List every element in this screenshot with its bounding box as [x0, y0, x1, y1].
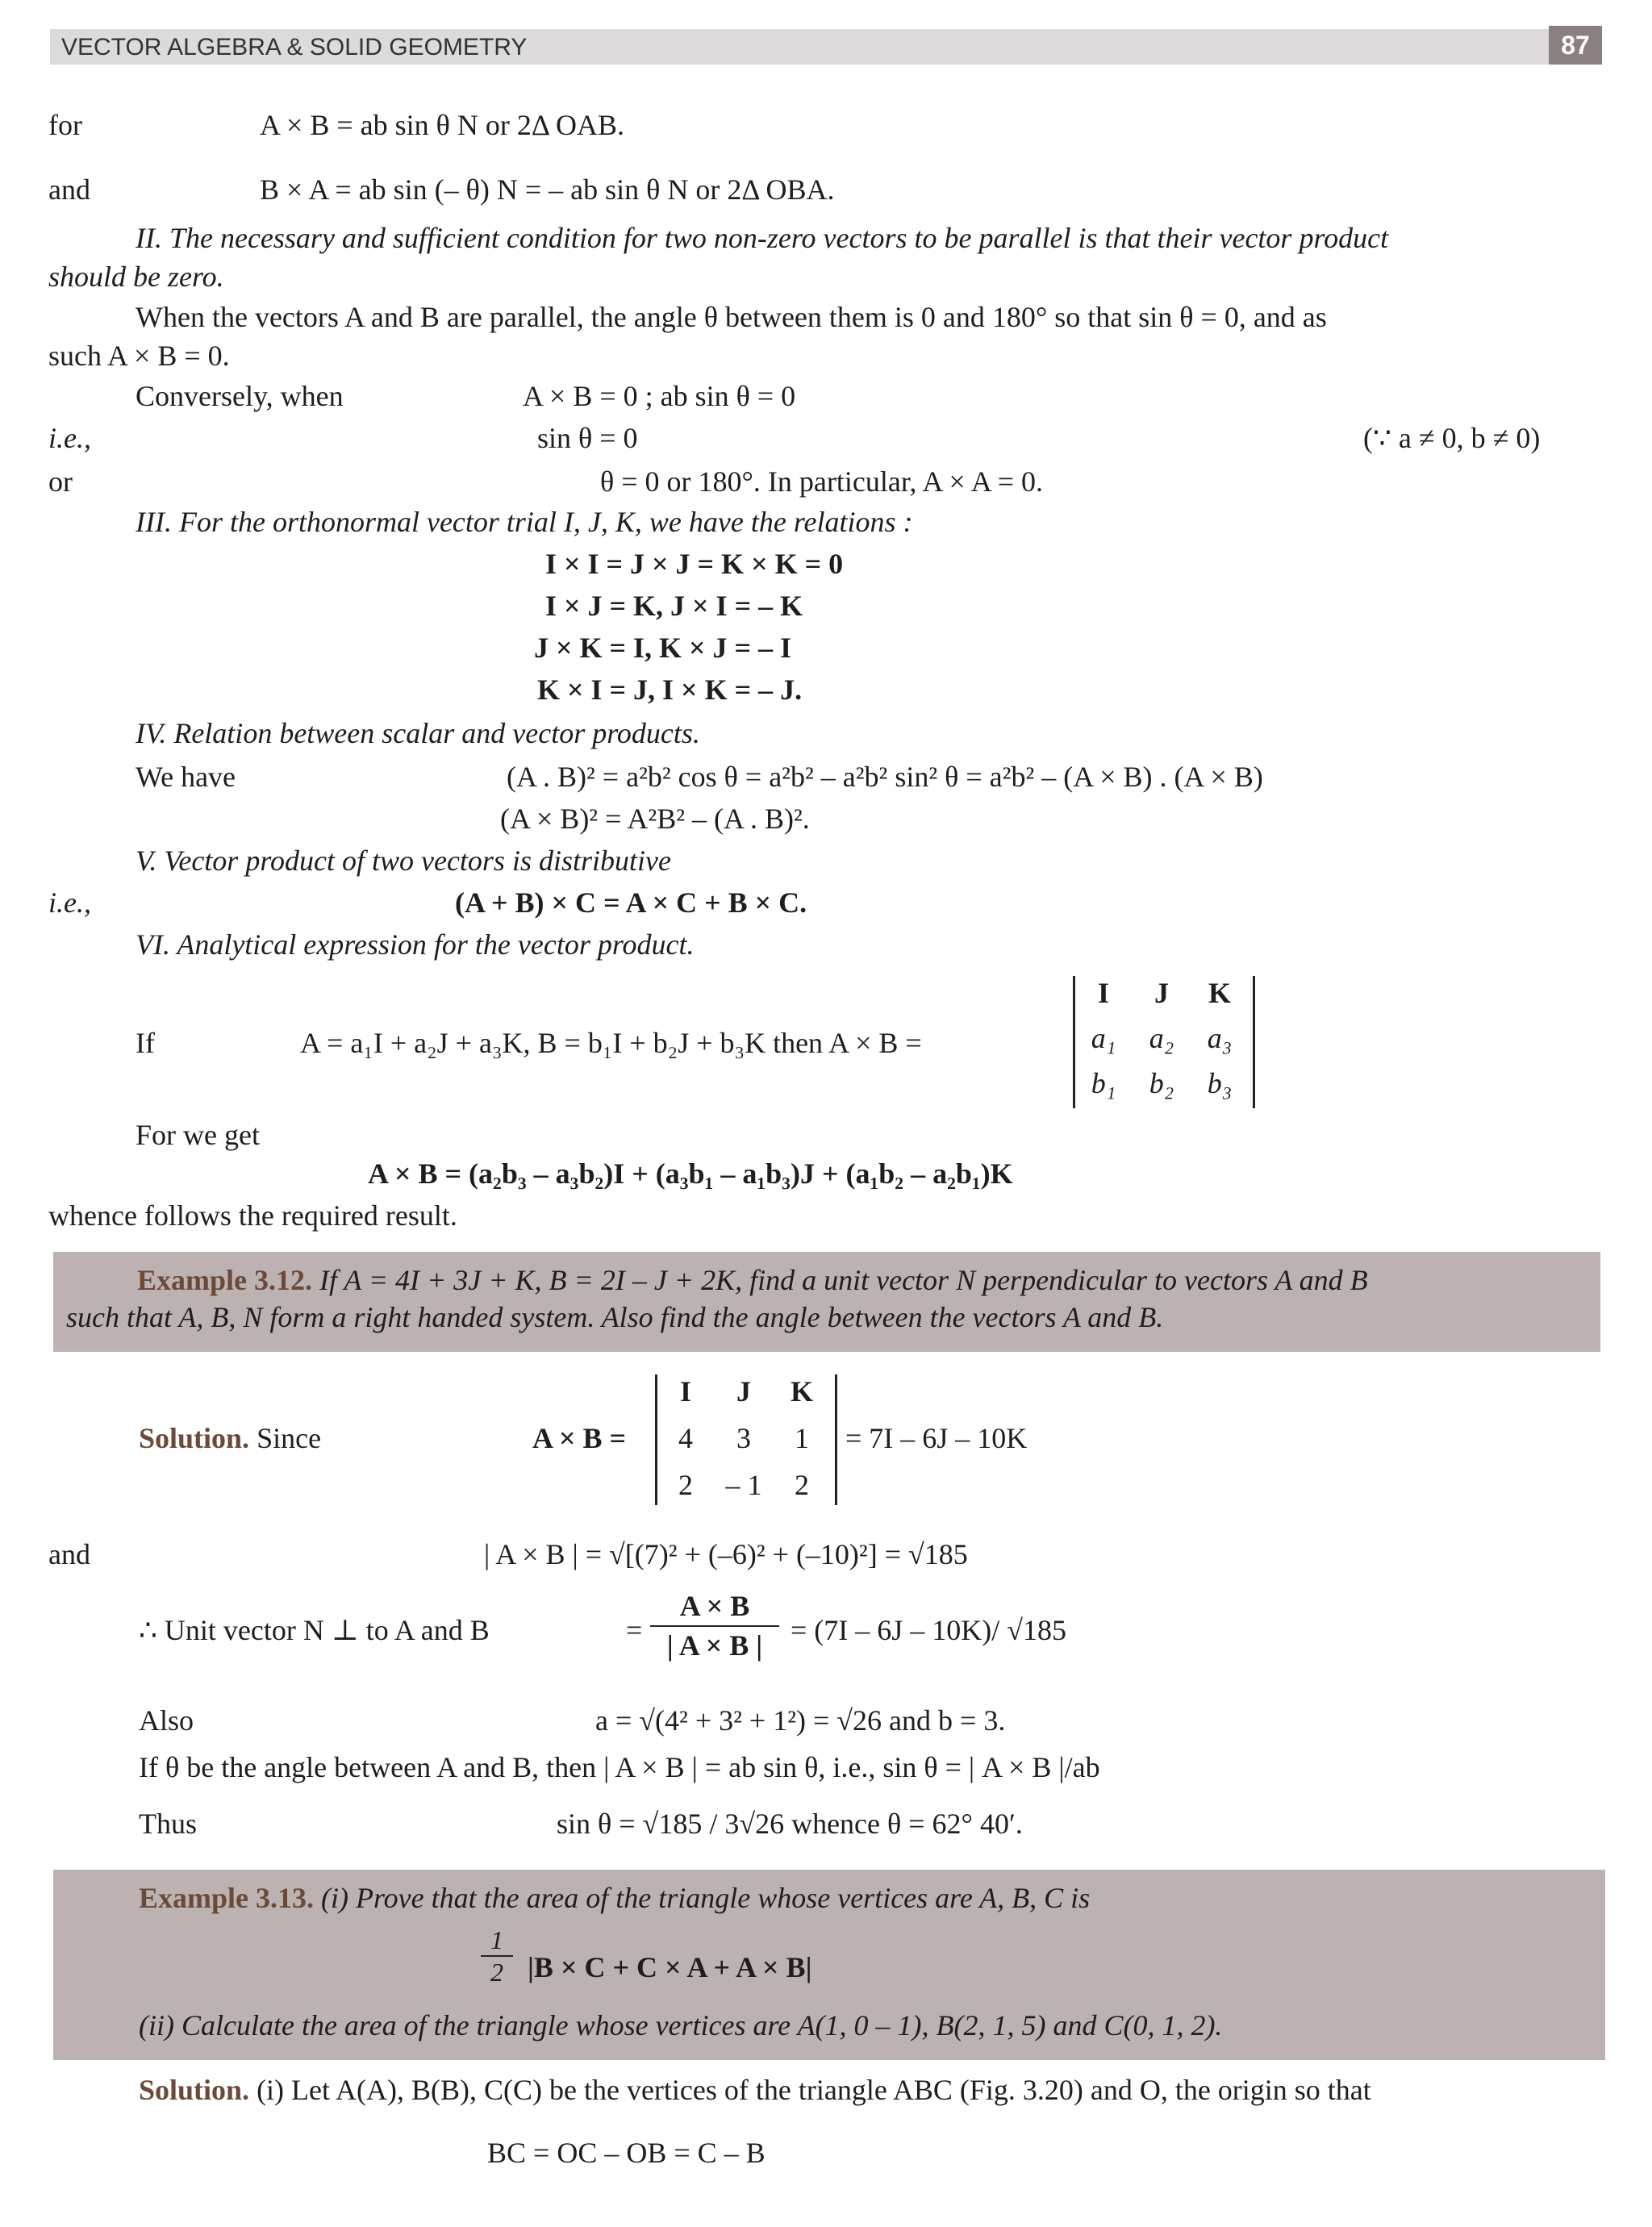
we-have-label: We have	[136, 761, 236, 793]
scalar-vector-equation-2: (A × B)² = A²B² – (A . B)².	[500, 803, 810, 835]
det-cell: I	[1097, 977, 1109, 1009]
ie-label-2: i.e.,	[48, 886, 91, 919]
cross-product-expansion: A × B = (a₂b₃ – a₃b₂)I + (a₃b₁ – a₁b₃)J + (a₁b₂ – a₂b₁)K	[368, 1157, 1013, 1190]
half-numerator: 1	[481, 1925, 513, 1957]
det-cell: – 1	[725, 1469, 762, 1501]
solution-3-13-line1	[139, 2073, 1371, 2108]
det-cell: K	[790, 1375, 813, 1408]
conversely-equation: A × B = 0 ; ab sin θ = 0	[523, 380, 796, 412]
half-denominator: 2	[490, 1958, 503, 1987]
modulus-equation: | A × B | = √[(7)² + (–6)² + (–10)²] = √185	[484, 1538, 968, 1570]
determinant-example	[655, 1374, 837, 1505]
paragraph-II-cont: should be zero.	[48, 261, 224, 293]
fraction-numerator: A × B	[650, 1589, 779, 1627]
and-label-2: and	[48, 1538, 90, 1570]
distributive-equation: (A + B) × C = A × C + B × C.	[455, 886, 807, 919]
relation-1: I × I = J × J = K × K = 0	[545, 548, 844, 580]
vector-bc-equation: BC = OC – OB = C – B	[487, 2137, 766, 2169]
example-3-12-text2: such that A, B, N form a right handed system. Also find the angle between the vectors A and B.	[66, 1301, 1164, 1333]
scalar-vector-equation: (A . B)² = a²b² cos θ = a²b² – a²b² sin² θ = a²b² – (A × B) . (A × B)	[507, 761, 1263, 793]
det-cell: a₁	[1091, 1022, 1116, 1054]
for-label: for	[48, 109, 82, 141]
since-text: Since	[257, 1422, 322, 1454]
if-label: If	[136, 1027, 155, 1059]
unit-vector-fraction	[650, 1589, 779, 1663]
and-label: and	[48, 173, 90, 206]
conversely-label: Conversely, when	[136, 380, 344, 412]
paragraph-V: V. Vector product of two vectors is distributive	[136, 845, 671, 877]
ie-label: i.e.,	[48, 422, 91, 454]
det-cell: b₃	[1207, 1067, 1233, 1099]
theta-equation: θ = 0 or 180°. In particular, A × A = 0.	[600, 465, 1044, 498]
and-equation: B × A = ab sin (– θ) N = – ab sin θ N or 2Δ OBA.	[260, 173, 835, 206]
nonzero-note: (∵ a ≠ 0, b ≠ 0)	[1363, 422, 1541, 454]
example-3-12-line1	[137, 1263, 1368, 1298]
example-3-13-text1: (i) Prove that the area of the triangle whose vertices are A, B, C is	[321, 1882, 1091, 1914]
paragraph-parallel: When the vectors A and B are parallel, the angle θ between them is 0 and 180° so that sin θ = 0, and as	[136, 301, 1327, 333]
det-cell: I	[679, 1375, 691, 1408]
solution-label-2: Solution.	[139, 2074, 250, 2106]
det-cell: 2	[795, 1469, 809, 1501]
area-expression: |B × C + C × A + A × B|	[528, 1951, 812, 1983]
for-we-get-label: For we get	[136, 1119, 260, 1151]
det-cell: K	[1208, 977, 1231, 1009]
example-3-12-text1: If A = 4I + 3J + K, B = 2I – J + 2K, find a unit vector N perpendicular to vectors A and B	[319, 1264, 1368, 1296]
running-header	[50, 29, 1602, 65]
for-equation: A × B = ab sin θ N or 2Δ OAB.	[260, 109, 625, 141]
sin-zero-equation: sin θ = 0	[537, 422, 638, 454]
solution-3-12-intro	[139, 1421, 321, 1456]
unit-vector-label: ∴ Unit vector N ⊥ to A and B	[139, 1614, 490, 1646]
solution-label: Solution.	[139, 1422, 250, 1454]
det-cell: 4	[678, 1422, 693, 1454]
unit-vector-result: = (7I – 6J – 10K)/ √185	[791, 1614, 1067, 1646]
det-cell: b₁	[1091, 1067, 1116, 1099]
also-label: Also	[139, 1704, 194, 1737]
paragraph-VI: VI. Analytical expression for the vector product.	[136, 928, 695, 961]
half-fraction	[481, 1925, 513, 1988]
angle-definition: If θ be the angle between A and B, then | A × B | = ab sin θ, i.e., sin θ = | A × B |/ab	[139, 1751, 1100, 1783]
det-cell: 3	[736, 1422, 751, 1454]
cross-product-result: = 7I – 6J – 10K	[845, 1422, 1028, 1454]
paragraph-II: II. The necessary and sufficient condition for two non-zero vectors to be parallel is that their vector product	[136, 222, 1389, 254]
det-cell: a₂	[1149, 1022, 1174, 1054]
thus-label: Thus	[139, 1808, 197, 1840]
page-number: 87	[1549, 26, 1602, 65]
det-cell: 1	[795, 1422, 809, 1454]
running-title: VECTOR ALGEBRA & SOLID GEOMETRY	[61, 34, 528, 60]
det-cell: J	[736, 1375, 751, 1408]
or-label: or	[48, 465, 73, 498]
det-cell: a₃	[1207, 1022, 1233, 1054]
relation-2: I × J = K, J × I = – K	[545, 590, 803, 622]
relation-3: J × K = I, K × J = – I	[534, 632, 792, 664]
determinant-general	[1073, 976, 1255, 1108]
paragraph-parallel-cont: such A × B = 0.	[48, 340, 230, 372]
axb-label: A × B =	[532, 1422, 627, 1454]
angle-result: sin θ = √185 / 3√26 whence θ = 62° 40′.	[557, 1808, 1023, 1840]
if-equation: A = a₁I + a₂J + a₃K, B = b₁I + b₂J + b₃K then A × B =	[300, 1027, 922, 1059]
example-3-13-text2: (ii) Calculate the area of the triangle whose vertices are A(1, 0 – 1), B(2, 1, 5) and C(0, 1, 2).	[139, 2009, 1223, 2041]
paragraph-IV: IV. Relation between scalar and vector products.	[136, 717, 700, 749]
det-cell: J	[1154, 977, 1169, 1009]
equals-sign: =	[626, 1614, 643, 1646]
det-cell: b₂	[1149, 1067, 1174, 1099]
fraction-denominator: | A × B |	[666, 1629, 763, 1662]
magnitudes-equation: a = √(4² + 3² + 1²) = √26 and b = 3.	[595, 1704, 1006, 1737]
det-cell: 2	[678, 1469, 693, 1501]
relation-4: K × I = J, I × K = – J.	[537, 674, 803, 706]
example-3-13-label: Example 3.13.	[139, 1882, 315, 1914]
example-3-12-label: Example 3.12.	[137, 1264, 313, 1296]
example-3-13-line1	[139, 1881, 1090, 1916]
whence-line: whence follows the required result.	[48, 1199, 457, 1232]
paragraph-III: III. For the orthonormal vector trial I, J, K, we have the relations :	[136, 506, 913, 538]
solution-3-13-text1: (i) Let A(A), B(B), C(C) be the vertices of the triangle ABC (Fig. 3.20) and O, the origin so that	[257, 2074, 1371, 2106]
